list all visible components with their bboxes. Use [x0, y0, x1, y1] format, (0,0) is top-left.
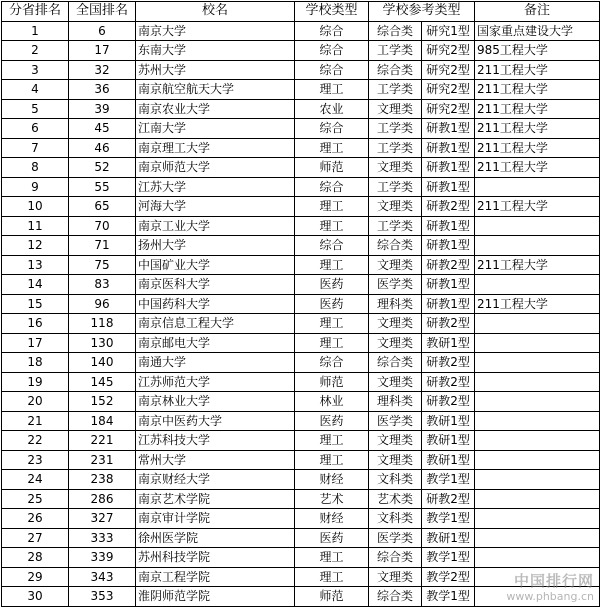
table-row — [2, 60, 600, 80]
cell-ref-category: 文科类 — [369, 470, 422, 490]
cell-prov-rank: 29 — [2, 567, 69, 587]
cell-school-name: 淮阴师范学院 — [136, 587, 295, 607]
table-row — [2, 21, 600, 41]
header-prov-rank: 分省排名 — [2, 2, 69, 22]
cell-note: 211工程大学 — [475, 255, 600, 275]
cell-nat-rank: 17 — [69, 41, 136, 61]
cell-nat-rank: 46 — [69, 138, 136, 158]
cell-ref-category: 文理类 — [369, 431, 422, 451]
cell-prov-rank: 5 — [2, 99, 69, 119]
cell-ref-category: 文理类 — [369, 314, 422, 334]
cell-note — [475, 470, 600, 490]
cell-ref-category: 综合类 — [369, 236, 422, 256]
cell-prov-rank: 23 — [2, 450, 69, 470]
table-header — [2, 2, 600, 22]
cell-ref-level: 研教2型 — [422, 392, 475, 412]
cell-school-type: 理工 — [295, 450, 369, 470]
cell-ref-level: 研教2型 — [422, 255, 475, 275]
cell-school-name: 常州大学 — [136, 450, 295, 470]
cell-school-name: 江南大学 — [136, 119, 295, 139]
cell-nat-rank: 36 — [69, 80, 136, 100]
cell-nat-rank: 184 — [69, 411, 136, 431]
cell-school-name: 南京工业大学 — [136, 216, 295, 236]
table-row — [2, 197, 600, 217]
cell-school-type: 医药 — [295, 275, 369, 295]
cell-school-type: 理工 — [295, 431, 369, 451]
cell-ref-category: 综合类 — [369, 21, 422, 41]
cell-ref-category: 理科类 — [369, 294, 422, 314]
cell-note — [475, 236, 600, 256]
cell-school-type: 理工 — [295, 138, 369, 158]
cell-nat-rank: 70 — [69, 216, 136, 236]
cell-school-type: 师范 — [295, 372, 369, 392]
header-row — [2, 2, 600, 22]
table-row — [2, 431, 600, 451]
cell-prov-rank: 25 — [2, 489, 69, 509]
table-row — [2, 138, 600, 158]
table-row — [2, 567, 600, 587]
cell-note: 211工程大学 — [475, 294, 600, 314]
table-row — [2, 177, 600, 197]
cell-nat-rank: 39 — [69, 99, 136, 119]
cell-school-name: 江苏大学 — [136, 177, 295, 197]
cell-school-type: 财经 — [295, 470, 369, 490]
cell-prov-rank: 30 — [2, 587, 69, 607]
cell-ref-category: 文理类 — [369, 197, 422, 217]
table-row — [2, 509, 600, 529]
cell-prov-rank: 18 — [2, 353, 69, 373]
cell-ref-level: 研教1型 — [422, 119, 475, 139]
cell-prov-rank: 3 — [2, 60, 69, 80]
cell-school-type: 理工 — [295, 197, 369, 217]
cell-note: 211工程大学 — [475, 119, 600, 139]
cell-school-type: 师范 — [295, 587, 369, 607]
cell-prov-rank: 14 — [2, 275, 69, 295]
cell-nat-rank: 52 — [69, 158, 136, 178]
cell-nat-rank: 65 — [69, 197, 136, 217]
cell-school-name: 南京理工大学 — [136, 138, 295, 158]
cell-prov-rank: 21 — [2, 411, 69, 431]
cell-school-name: 南京医科大学 — [136, 275, 295, 295]
cell-school-type: 综合 — [295, 60, 369, 80]
header-school-name: 校名 — [136, 2, 295, 22]
cell-ref-category: 文科类 — [369, 509, 422, 529]
table-row — [2, 372, 600, 392]
cell-school-type: 综合 — [295, 353, 369, 373]
cell-nat-rank: 145 — [69, 372, 136, 392]
cell-school-name: 南京大学 — [136, 21, 295, 41]
cell-prov-rank: 8 — [2, 158, 69, 178]
cell-prov-rank: 19 — [2, 372, 69, 392]
cell-nat-rank: 32 — [69, 60, 136, 80]
cell-ref-category: 工学类 — [369, 138, 422, 158]
cell-nat-rank: 343 — [69, 567, 136, 587]
table-row — [2, 548, 600, 568]
cell-nat-rank: 152 — [69, 392, 136, 412]
cell-prov-rank: 1 — [2, 21, 69, 41]
cell-note — [475, 528, 600, 548]
cell-ref-category: 文理类 — [369, 333, 422, 353]
cell-ref-level: 研究2型 — [422, 60, 475, 80]
cell-prov-rank: 24 — [2, 470, 69, 490]
cell-school-name: 南京中医药大学 — [136, 411, 295, 431]
cell-ref-level: 教学1型 — [422, 509, 475, 529]
cell-ref-level: 研教2型 — [422, 489, 475, 509]
table-row — [2, 275, 600, 295]
cell-school-name: 江苏师范大学 — [136, 372, 295, 392]
table-row — [2, 314, 600, 334]
cell-nat-rank: 83 — [69, 275, 136, 295]
table-row — [2, 119, 600, 139]
cell-ref-category: 文理类 — [369, 450, 422, 470]
table-row — [2, 216, 600, 236]
cell-prov-rank: 4 — [2, 80, 69, 100]
cell-note — [475, 353, 600, 373]
cell-ref-level: 研教1型 — [422, 294, 475, 314]
cell-note: 211工程大学 — [475, 158, 600, 178]
cell-prov-rank: 15 — [2, 294, 69, 314]
cell-ref-category: 理科类 — [369, 392, 422, 412]
cell-nat-rank: 221 — [69, 431, 136, 451]
cell-ref-level: 研究2型 — [422, 99, 475, 119]
cell-ref-category: 工学类 — [369, 41, 422, 61]
table-row — [2, 99, 600, 119]
cell-ref-level: 研究1型 — [422, 21, 475, 41]
table-row — [2, 236, 600, 256]
cell-ref-level: 教学2型 — [422, 567, 475, 587]
cell-ref-category: 综合类 — [369, 353, 422, 373]
cell-ref-level: 研教1型 — [422, 158, 475, 178]
cell-nat-rank: 231 — [69, 450, 136, 470]
cell-school-name: 南京艺术学院 — [136, 489, 295, 509]
cell-ref-level: 教学1型 — [422, 470, 475, 490]
cell-school-type: 理工 — [295, 80, 369, 100]
cell-school-name: 徐州医学院 — [136, 528, 295, 548]
cell-ref-level: 研究2型 — [422, 41, 475, 61]
cell-nat-rank: 353 — [69, 587, 136, 607]
header-nat-rank: 全国排名 — [69, 2, 136, 22]
cell-prov-rank: 11 — [2, 216, 69, 236]
cell-note: 211工程大学 — [475, 60, 600, 80]
cell-note — [475, 567, 600, 587]
cell-note — [475, 548, 600, 568]
cell-school-type: 理工 — [295, 333, 369, 353]
cell-ref-level: 教研1型 — [422, 333, 475, 353]
cell-prov-rank: 22 — [2, 431, 69, 451]
table-row — [2, 470, 600, 490]
cell-ref-category: 综合类 — [369, 548, 422, 568]
table-row — [2, 41, 600, 61]
cell-prov-rank: 17 — [2, 333, 69, 353]
watermark-logo: 中国排行网 — [513, 572, 594, 590]
watermark-url: www.phbang.cn — [506, 590, 594, 603]
cell-ref-category: 工学类 — [369, 177, 422, 197]
cell-nat-rank: 130 — [69, 333, 136, 353]
cell-school-type: 农业 — [295, 99, 369, 119]
cell-ref-category: 工学类 — [369, 80, 422, 100]
cell-school-name: 南京工程学院 — [136, 567, 295, 587]
cell-nat-rank: 55 — [69, 177, 136, 197]
cell-school-type: 理工 — [295, 548, 369, 568]
cell-ref-category: 文理类 — [369, 255, 422, 275]
cell-note — [475, 587, 600, 607]
cell-note — [475, 177, 600, 197]
cell-prov-rank: 16 — [2, 314, 69, 334]
cell-nat-rank: 286 — [69, 489, 136, 509]
cell-school-name: 南通大学 — [136, 353, 295, 373]
cell-ref-level: 教研1型 — [422, 431, 475, 451]
cell-ref-level: 研教1型 — [422, 275, 475, 295]
cell-note — [475, 314, 600, 334]
cell-ref-level: 研教1型 — [422, 216, 475, 236]
cell-note — [475, 275, 600, 295]
cell-school-name: 苏州科技学院 — [136, 548, 295, 568]
cell-school-name: 南京师范大学 — [136, 158, 295, 178]
cell-school-name: 江苏科技大学 — [136, 431, 295, 451]
table-row — [2, 353, 600, 373]
cell-note: 211工程大学 — [475, 138, 600, 158]
cell-school-name: 南京农业大学 — [136, 99, 295, 119]
header-note: 备注 — [475, 2, 600, 22]
cell-ref-category: 文理类 — [369, 158, 422, 178]
cell-note: 211工程大学 — [475, 197, 600, 217]
cell-school-name: 中国药科大学 — [136, 294, 295, 314]
cell-school-name: 南京审计学院 — [136, 509, 295, 529]
cell-note: 211工程大学 — [475, 99, 600, 119]
cell-nat-rank: 327 — [69, 509, 136, 529]
cell-ref-level: 研教2型 — [422, 353, 475, 373]
cell-prov-rank: 2 — [2, 41, 69, 61]
cell-prov-rank: 13 — [2, 255, 69, 275]
table-row — [2, 333, 600, 353]
cell-school-name: 中国矿业大学 — [136, 255, 295, 275]
cell-school-type: 艺术 — [295, 489, 369, 509]
cell-school-type: 师范 — [295, 158, 369, 178]
cell-ref-category: 医学类 — [369, 411, 422, 431]
table-row — [2, 294, 600, 314]
cell-ref-level: 研教1型 — [422, 236, 475, 256]
cell-ref-level: 教研1型 — [422, 411, 475, 431]
cell-nat-rank: 75 — [69, 255, 136, 275]
cell-note: 211工程大学 — [475, 80, 600, 100]
cell-school-type: 综合 — [295, 236, 369, 256]
cell-ref-category: 医学类 — [369, 275, 422, 295]
table-row — [2, 255, 600, 275]
cell-note — [475, 431, 600, 451]
cell-school-name: 扬州大学 — [136, 236, 295, 256]
cell-prov-rank: 9 — [2, 177, 69, 197]
cell-ref-level: 教研1型 — [422, 528, 475, 548]
cell-note — [475, 333, 600, 353]
table-row — [2, 158, 600, 178]
cell-ref-category: 医学类 — [369, 528, 422, 548]
cell-note — [475, 372, 600, 392]
cell-ref-category: 文理类 — [369, 372, 422, 392]
cell-ref-level: 教学1型 — [422, 587, 475, 607]
cell-ref-level: 教研1型 — [422, 450, 475, 470]
cell-school-type: 理工 — [295, 314, 369, 334]
cell-note: 国家重点建设大学 — [475, 21, 600, 41]
cell-prov-rank: 27 — [2, 528, 69, 548]
cell-ref-level: 研教2型 — [422, 314, 475, 334]
table-row — [2, 587, 600, 607]
cell-ref-level: 研教2型 — [422, 197, 475, 217]
cell-ref-category: 文理类 — [369, 99, 422, 119]
cell-note — [475, 489, 600, 509]
cell-nat-rank: 238 — [69, 470, 136, 490]
cell-school-name: 苏州大学 — [136, 60, 295, 80]
header-ref-type: 学校参考类型 — [369, 2, 475, 22]
table-row — [2, 450, 600, 470]
cell-school-type: 理工 — [295, 255, 369, 275]
cell-school-type: 医药 — [295, 528, 369, 548]
cell-prov-rank: 20 — [2, 392, 69, 412]
cell-school-name: 河海大学 — [136, 197, 295, 217]
cell-ref-category: 工学类 — [369, 119, 422, 139]
cell-nat-rank: 140 — [69, 353, 136, 373]
cell-school-type: 综合 — [295, 119, 369, 139]
cell-note: 985工程大学 — [475, 41, 600, 61]
cell-school-name: 东南大学 — [136, 41, 295, 61]
cell-nat-rank: 71 — [69, 236, 136, 256]
cell-nat-rank: 339 — [69, 548, 136, 568]
table-row — [2, 411, 600, 431]
table-row — [2, 80, 600, 100]
cell-school-name: 南京林业大学 — [136, 392, 295, 412]
cell-prov-rank: 10 — [2, 197, 69, 217]
cell-ref-level: 研教1型 — [422, 177, 475, 197]
cell-ref-category: 艺术类 — [369, 489, 422, 509]
cell-note — [475, 509, 600, 529]
cell-note — [475, 411, 600, 431]
cell-nat-rank: 118 — [69, 314, 136, 334]
cell-ref-level: 研教2型 — [422, 372, 475, 392]
cell-nat-rank: 333 — [69, 528, 136, 548]
cell-school-type: 林业 — [295, 392, 369, 412]
cell-prov-rank: 28 — [2, 548, 69, 568]
cell-school-type: 理工 — [295, 567, 369, 587]
cell-prov-rank: 26 — [2, 509, 69, 529]
cell-nat-rank: 96 — [69, 294, 136, 314]
cell-school-name: 南京信息工程大学 — [136, 314, 295, 334]
cell-prov-rank: 12 — [2, 236, 69, 256]
table-body — [2, 21, 600, 606]
cell-note — [475, 450, 600, 470]
cell-ref-level: 教学1型 — [422, 548, 475, 568]
cell-prov-rank: 7 — [2, 138, 69, 158]
cell-school-type: 医药 — [295, 294, 369, 314]
cell-school-type: 医药 — [295, 411, 369, 431]
cell-nat-rank: 6 — [69, 21, 136, 41]
table-row — [2, 392, 600, 412]
university-ranking-table — [1, 1, 600, 607]
cell-ref-level: 研教1型 — [422, 138, 475, 158]
cell-school-name: 南京财经大学 — [136, 470, 295, 490]
cell-school-type: 理工 — [295, 216, 369, 236]
cell-nat-rank: 45 — [69, 119, 136, 139]
cell-school-name: 南京邮电大学 — [136, 333, 295, 353]
cell-school-type: 综合 — [295, 177, 369, 197]
cell-ref-category: 文理类 — [369, 567, 422, 587]
cell-ref-category: 综合类 — [369, 60, 422, 80]
cell-ref-category: 工学类 — [369, 216, 422, 236]
cell-school-type: 综合 — [295, 21, 369, 41]
header-school-type: 学校类型 — [295, 2, 369, 22]
cell-school-type: 综合 — [295, 41, 369, 61]
table-row — [2, 489, 600, 509]
cell-prov-rank: 6 — [2, 119, 69, 139]
cell-ref-category: 综合类 — [369, 587, 422, 607]
cell-school-name: 南京航空航天大学 — [136, 80, 295, 100]
cell-ref-level: 研究2型 — [422, 80, 475, 100]
cell-note — [475, 216, 600, 236]
cell-school-type: 财经 — [295, 509, 369, 529]
table-row — [2, 528, 600, 548]
cell-note — [475, 392, 600, 412]
